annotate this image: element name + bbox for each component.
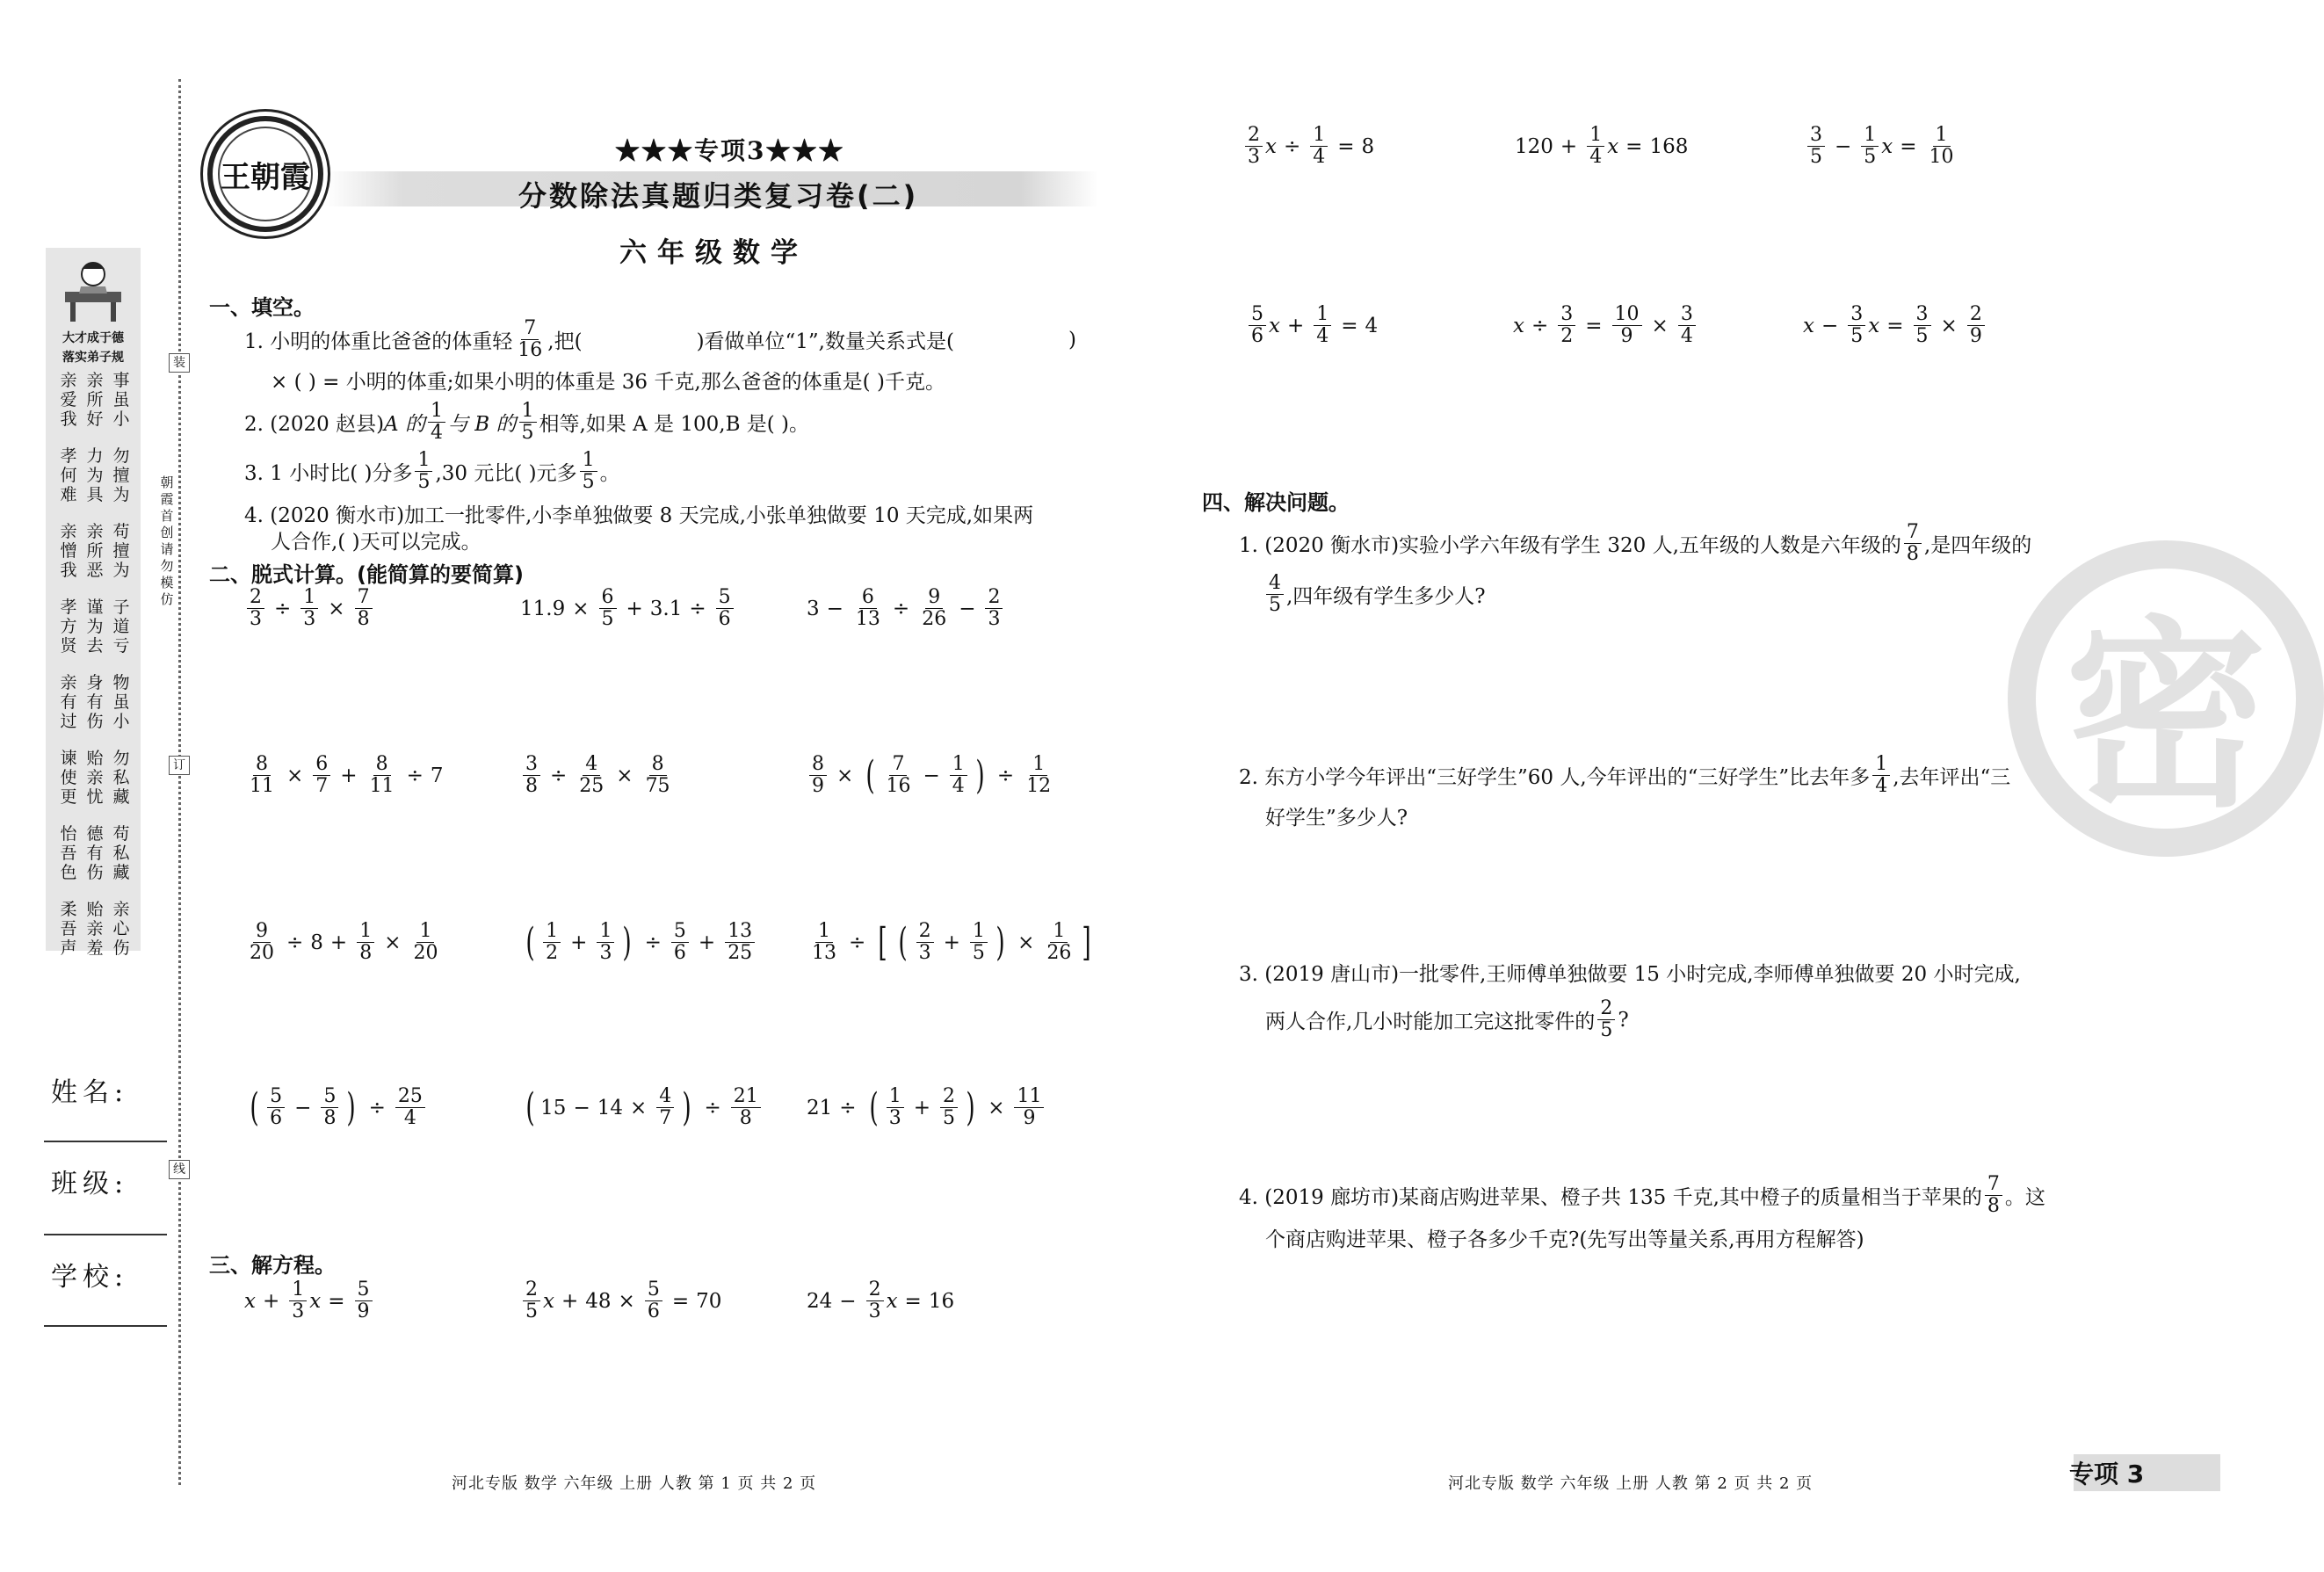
section-1-title: 一、填空。 — [209, 295, 315, 320]
binding-mark-xian: 线 — [169, 1160, 190, 1179]
p2-text-a: 2. 东方小学今年评出“三好学生”60 人,今年评出的“三好学生”比去年多 — [1239, 766, 1871, 789]
verse-column: 苟 私 藏 — [112, 824, 130, 882]
equation-4: $\frac{2}{3}$ x ÷ $\frac{1}{4}$ = 8 — [1242, 125, 1374, 168]
verse-column: 物 虽 小 — [112, 673, 130, 731]
fraction: $\frac{4}{5}$ — [1266, 573, 1284, 616]
verse-column: 亲 所 好 — [86, 371, 104, 429]
verse-column: 勿 擅 为 — [112, 446, 130, 504]
p1-text-b: ,是四年级的 — [1923, 534, 2032, 557]
calc-4-3: 21 ÷ ( $\frac{1}{3}$ + $\frac{2}{5}$ ) × $\frac{11}{9}$ — [807, 1086, 1046, 1129]
calc-2-2: $\frac{3}{8}$ ÷ $\frac{4}{25}$ × $\frac{8}{75}$ — [520, 754, 676, 797]
verse-row — [58, 749, 132, 807]
equation-1: x + $\frac{1}{3}$ x = $\frac{5}{9}$ — [244, 1279, 375, 1322]
question-3 — [244, 450, 620, 493]
question-1-line-2: × ( ) = 小明的体重;如果小明的体重是 36 千克,那么爸爸的体重是( )千克。 — [271, 371, 945, 394]
calc-4-1: ( $\frac{5}{6}$ − $\frac{5}{8}$ ) ÷ $\frac{25}{4}$ — [244, 1086, 428, 1129]
q1-text-c: )看做单位“1”,数量关系式是( — [696, 330, 954, 353]
name-label: 姓名: — [51, 1077, 129, 1108]
verse-row — [58, 900, 132, 958]
footer-right: 河北专版 数学 六年级 上册 人教 第 2 页 共 2 页 — [1448, 1474, 1814, 1493]
equation-2: $\frac{2}{5}$ x + 48 × $\frac{5}{6}$ = 70 — [520, 1279, 721, 1322]
fraction: $\frac{1}{5}$ — [519, 401, 537, 444]
problem-4-line-1 — [1239, 1174, 2045, 1217]
binding-line — [178, 79, 181, 1485]
problem-4-line-2: 个商店购进苹果、橙子各多少千克?(先写出等量关系,再用方程解答) — [1265, 1228, 1864, 1251]
question-4-line-2: 人合作,( )天可以完成。 — [271, 531, 481, 554]
fraction: $\frac{1}{4}$ — [428, 401, 445, 444]
equation-3: 24 − $\frac{2}{3}$ x = 16 — [807, 1279, 955, 1322]
q2-text-b: A 的 — [384, 413, 425, 436]
p1-text-c: ,四年级有学生多少人? — [1286, 585, 1486, 608]
q2-text-d: 相等,如果 A 是 100,B 是( )。 — [539, 413, 810, 436]
verse-column: 怡 吾 色 — [60, 824, 77, 882]
verse-column: 亲 憎 我 — [60, 522, 77, 580]
problem-1-line-1 — [1239, 522, 2031, 565]
verse-column: 柔 吾 声 — [60, 900, 77, 958]
problem-3-line-2 — [1265, 998, 1629, 1041]
q1-text-d: ) — [1068, 328, 1076, 351]
equation-8: x ÷ $\frac{3}{2}$ = $\frac{10}{9}$ × $\frac{3}{4}$ — [1513, 304, 1698, 347]
side-note: 朝 霞 首 创 请 勿 模 仿 — [160, 474, 174, 607]
verse-row — [58, 522, 132, 580]
motto-line-1: 大才成于德 — [62, 331, 124, 345]
q3-text-c: 。 — [599, 462, 620, 485]
q2-text-a: 2. (2020 赵县) — [244, 413, 385, 436]
fraction: $\frac{1}{4}$ — [1872, 754, 1890, 797]
problem-2-line-2: 好学生”多少人? — [1265, 807, 1408, 829]
verse-column: 亲 爱 我 — [60, 371, 77, 429]
corner-label: 专项 3 — [2069, 1460, 2145, 1489]
topic-subtitle: ★★★专项3★★★ — [615, 136, 845, 165]
verse-column: 谨 为 去 — [86, 598, 104, 656]
section-4-title: 四、解决问题。 — [1202, 490, 1350, 515]
equation-7: $\frac{5}{6}$ x + $\frac{1}{4}$ = 4 — [1246, 304, 1378, 347]
calc-4-2: ( 15 − 14 × $\frac{4}{7}$ ) ÷ $\frac{21}{8}$ — [520, 1086, 764, 1129]
motto-line-2: 落实弟子规 — [62, 351, 124, 365]
p1-text-a: 1. (2020 衡水市)实验小学六年级有学生 320 人,五年级的人数是六年级的 — [1239, 534, 1901, 557]
problem-1-line-2 — [1263, 573, 1486, 616]
calc-3-2: ( $\frac{1}{2}$ + $\frac{1}{3}$ ) ÷ $\frac{5}{6}$ + $\frac{13}{25}$ — [520, 921, 757, 964]
verse-row — [58, 673, 132, 731]
calc-2-1: $\frac{8}{11}$ × $\frac{6}{7}$ + $\frac{8}{11}$ ÷ 7 — [250, 753, 444, 797]
calc-1-3: 3 − $\frac{6}{13}$ ÷ $\frac{9}{26}$ − $\frac{2}{3}$ — [807, 587, 1005, 630]
verse-column: 事 虽 小 — [112, 371, 130, 429]
verse-column: 亲 心 伤 — [112, 900, 130, 958]
problem-2-line-1 — [1239, 754, 2010, 797]
grade-subject: 六年级数学 — [619, 237, 808, 269]
fraction: $\frac{1}{5}$ — [415, 450, 432, 493]
verse-column: 孝 方 贤 — [60, 598, 77, 656]
calc-1-1: $\frac{2}{3}$ ÷ $\frac{1}{3}$ × $\frac{7}{8}$ — [244, 587, 375, 630]
verse-column: 德 有 伤 — [86, 824, 104, 882]
p3-text-c: ? — [1618, 1008, 1629, 1032]
p2-text-b: ,去年评出“三 — [1893, 766, 2011, 789]
q3-text-b: ,30 元比( )元多 — [435, 462, 577, 485]
verse-column: 力 为 具 — [86, 446, 104, 504]
verse-row — [58, 446, 132, 504]
confidential-seal: 密 — [2008, 540, 2324, 857]
p4-text-a: 4. (2019 廊坊市)某商店购进苹果、橙子共 135 千克,其中橙子的质量相当于苹果的 — [1239, 1186, 1982, 1209]
name-field[interactable] — [44, 1141, 167, 1142]
class-field[interactable] — [44, 1234, 167, 1235]
fraction: $\frac{7}{8}$ — [1904, 522, 1922, 565]
p3-text-b: 两人合作,几小时能加工完这批零件的 — [1265, 1011, 1596, 1033]
binding-mark-zhuang: 装 — [169, 353, 190, 373]
fraction: $\frac{7}{8}$ — [1985, 1174, 2002, 1217]
footer-left: 河北专版 数学 六年级 上册 人教 第 1 页 共 2 页 — [452, 1474, 817, 1493]
calc-3-1: $\frac{9}{20}$ ÷ 8 + $\frac{1}{8}$ × $\frac{1}{20}$ — [250, 920, 438, 964]
sidebar — [46, 248, 141, 958]
q3-text-a: 3. 1 小时比( )分多 — [244, 462, 413, 485]
verse-column: 子 道 亏 — [112, 598, 130, 656]
motto-verses — [58, 371, 132, 958]
q1-text-a: 1. 小明的体重比爸爸的体重轻 — [244, 330, 513, 353]
verse-column: 身 有 伤 — [86, 673, 104, 731]
question-4-line-1: 4. (2020 衡水市)加工一批零件,小李单独做要 8 天完成,小张单独做要 10 天完成,如果两 — [244, 504, 1034, 527]
section-2-title: 二、脱式计算。(能简算的要简算) — [209, 562, 524, 587]
verse-column: 苟 擅 为 — [112, 522, 130, 580]
verse-column: 贻 亲 羞 — [86, 900, 104, 958]
calc-1-2: 11.9 × $\frac{6}{5}$ + 3.1 ÷ $\frac{5}{6}$ — [520, 587, 736, 630]
fraction: $\frac{2}{5}$ — [1597, 998, 1615, 1041]
verse-row — [58, 824, 132, 882]
verse-column: 孝 何 难 — [60, 446, 77, 504]
verse-row — [58, 371, 132, 429]
school-label: 学校: — [51, 1262, 129, 1293]
p4-text-b: 。这 — [2004, 1186, 2045, 1209]
verse-column: 亲 有 过 — [60, 673, 77, 731]
scholar-illustration — [58, 255, 128, 325]
brand-logo — [207, 116, 323, 232]
calc-3-3: $\frac{1}{13}$ ÷ [ ( $\frac{2}{3}$ + $\frac{1}{5}$ ) × $\frac{1}{26}$ ] — [812, 919, 1092, 965]
fraction: $\frac{7}{16}$ — [518, 317, 543, 361]
page-title: 分数除法真题归类复习卷(二) — [518, 179, 919, 213]
class-label: 班级: — [51, 1169, 129, 1199]
problem-3-line-1: 3. (2019 唐山市)一批零件,王师傅单独做要 15 小时完成,李师傅单独做要 20 小时完成, — [1239, 963, 2021, 986]
section-3-title: 三、解方程。 — [209, 1253, 336, 1278]
verse-column: 谏 使 更 — [60, 749, 77, 807]
question-1-line-1 — [244, 318, 1076, 361]
equation-5: 120 + $\frac{1}{4}$ x = 168 — [1515, 124, 1689, 168]
verse-column: 贻 亲 忧 — [86, 749, 104, 807]
question-2 — [244, 401, 809, 444]
verse-column: 亲 所 恶 — [86, 522, 104, 580]
calc-2-3: $\frac{8}{9}$ × ( $\frac{7}{16}$ − $\frac{1}{4}$ ) ÷ $\frac{1}{12}$ — [807, 754, 1056, 797]
equation-9: x − $\frac{3}{5}$ x = $\frac{3}{5}$ × $\frac{2}{9}$ — [1803, 304, 1987, 347]
fraction: $\frac{1}{5}$ — [580, 450, 597, 493]
q1-text-b: ,把( — [547, 330, 583, 353]
equation-6: $\frac{3}{5}$ − $\frac{1}{5}$ x = $\frac{1}{10}$ — [1805, 125, 1959, 168]
binding-mark-ding: 订 — [169, 756, 190, 775]
school-field[interactable] — [44, 1325, 167, 1327]
q2-text-c: 与 B 的 — [447, 413, 517, 436]
logo-text: 王朝霞 — [218, 127, 313, 221]
verse-column: 勿 私 藏 — [112, 749, 130, 807]
verse-row — [58, 598, 132, 656]
